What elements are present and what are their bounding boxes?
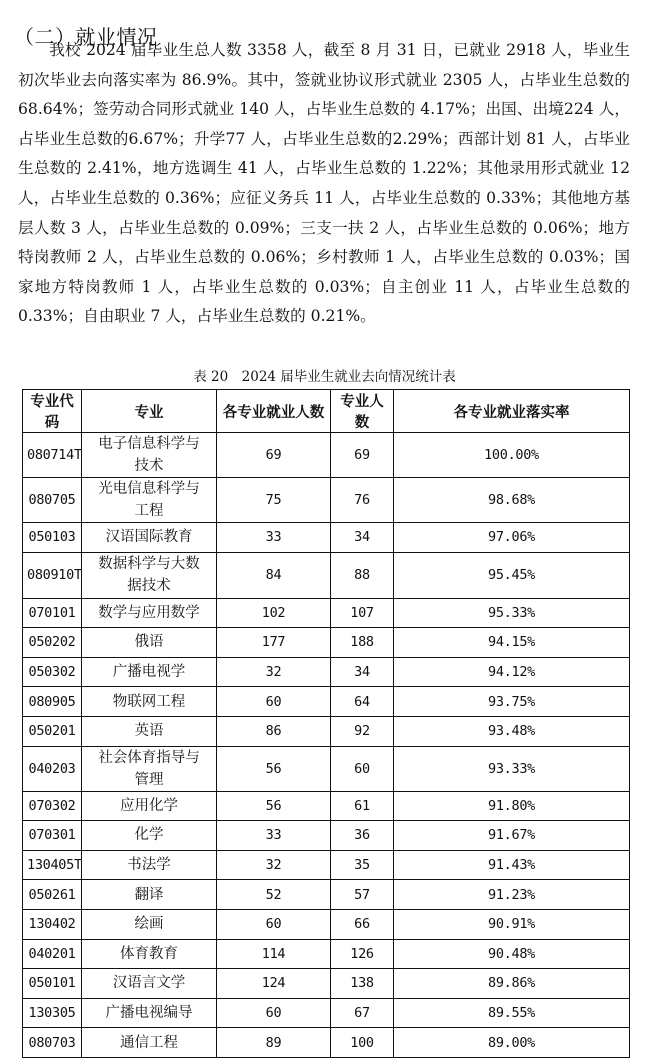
major-total-cell: 34 (331, 523, 394, 553)
major-name-cell: 通信工程 (82, 1028, 217, 1058)
table-row (23, 939, 630, 969)
employed-count-cell: 60 (217, 998, 331, 1028)
major-total-cell: 100 (331, 1028, 394, 1058)
table-row (23, 1028, 630, 1058)
major-name-cell: 翻译 (82, 880, 217, 910)
header-major: 专业 (82, 390, 217, 433)
employed-count-cell: 69 (217, 433, 331, 478)
major-code-cell: 080714T (23, 433, 82, 478)
major-name-cell: 物联网工程 (82, 687, 217, 717)
employment-rate-cell: 93.48% (394, 716, 630, 746)
table-row (23, 909, 630, 939)
major-total-cell: 126 (331, 939, 394, 969)
header-employment-rate: 各专业就业落实率 (394, 390, 630, 433)
major-total-cell: 69 (331, 433, 394, 478)
major-code-cell: 050103 (23, 523, 82, 553)
major-name-cell: 汉语言文学 (82, 969, 217, 999)
employed-count-cell: 86 (217, 716, 331, 746)
employment-rate-cell: 95.33% (394, 598, 630, 628)
major-total-cell: 35 (331, 850, 394, 880)
table-row (23, 969, 630, 999)
major-name-cell: 数学与应用数学 (82, 598, 217, 628)
table-row (23, 657, 630, 687)
employed-count-cell: 32 (217, 657, 331, 687)
employment-rate-cell: 91.43% (394, 850, 630, 880)
employment-rate-cell: 93.33% (394, 746, 630, 791)
major-name-cell: 体育教育 (82, 939, 217, 969)
employed-count-cell: 33 (217, 523, 331, 553)
major-code-cell: 070302 (23, 791, 82, 821)
major-total-cell: 66 (331, 909, 394, 939)
major-code-cell: 070101 (23, 598, 82, 628)
employed-count-cell: 84 (217, 552, 331, 598)
employed-count-cell: 32 (217, 850, 331, 880)
employed-count-cell: 102 (217, 598, 331, 628)
major-name-cell: 俄语 (82, 628, 217, 658)
employment-rate-cell: 97.06% (394, 523, 630, 553)
header-major-total: 专业人数 (331, 390, 394, 433)
major-code-cell: 080703 (23, 1028, 82, 1058)
table-row (23, 821, 630, 851)
employment-rate-cell: 90.91% (394, 909, 630, 939)
major-total-cell: 76 (331, 478, 394, 523)
table-row (23, 433, 630, 478)
employment-summary-paragraph: 我校 2024 届毕业生总人数 3358 人，截至 8 月 31 日，已就业 2918 人，毕业生初次毕业去向落实率为 86.9%。其中，签就业协议形式就业 2305 人，占毕业生总数的 68.64%；签劳动合同形式就业 140 人，占毕业生总数的 4.17%；出国、出境224 人，占毕业生总数的6.67%；升学77 人，占毕业生总数的2.29%；西部计划 81 人，占毕业生总数的 2.41%，地方选调生 41 人，占毕业生总数的 1.22%；其他录用形式就业 12 人，占毕业生总数的 0.36%；应征义务兵 11 人，占毕业生总数的 0.33%；其他地方基层人数 3 人，占毕业生总数的 0.09%；三支一扶 2 人，占毕业生总数的 0.06%；地方特岗教师 2 人，占毕业生总数的 0.06%；乡村教师 1 人，占毕业生总数的 0.03%；国家地方特岗教师 1 人，占毕业生总数的 0.03%；自主创业 11 人，占毕业生总数的 0.33%；自由职业 7 人，占毕业生总数的 0.21%。 (18, 41, 630, 326)
major-name-cell: 化学 (82, 821, 217, 851)
employment-rate-cell: 91.23% (394, 880, 630, 910)
major-code-cell: 080905 (23, 687, 82, 717)
header-major-code: 专业代码 (23, 390, 82, 433)
employment-stats-table (22, 389, 630, 1058)
major-code-cell: 070301 (23, 821, 82, 851)
table-row (23, 523, 630, 553)
employment-rate-cell: 89.00% (394, 1028, 630, 1058)
employment-rate-cell: 100.00% (394, 433, 630, 478)
major-total-cell: 61 (331, 791, 394, 821)
table-row (23, 628, 630, 658)
table-row (23, 850, 630, 880)
employed-count-cell: 52 (217, 880, 331, 910)
major-name-cell: 绘画 (82, 909, 217, 939)
table-row (23, 791, 630, 821)
table-row (23, 478, 630, 523)
major-code-cell: 130305 (23, 998, 82, 1028)
major-total-cell: 188 (331, 628, 394, 658)
employment-rate-cell: 90.48% (394, 939, 630, 969)
employment-rate-cell: 94.12% (394, 657, 630, 687)
major-name-cell: 数据科学与大数据技术 (82, 552, 217, 598)
major-total-cell: 67 (331, 998, 394, 1028)
table-body (23, 433, 630, 1058)
employment-rate-cell: 98.68% (394, 478, 630, 523)
employment-rate-cell: 91.67% (394, 821, 630, 851)
table-header-row (23, 390, 630, 433)
major-code-cell: 040203 (23, 746, 82, 791)
employed-count-cell: 56 (217, 791, 331, 821)
major-name-cell: 英语 (82, 716, 217, 746)
table-row (23, 880, 630, 910)
major-name-cell: 光电信息科学与工程 (82, 478, 217, 523)
table-row (23, 746, 630, 791)
employed-count-cell: 89 (217, 1028, 331, 1058)
major-code-cell: 130405T (23, 850, 82, 880)
section-heading: （二）就业情况 (14, 24, 158, 49)
employed-count-cell: 114 (217, 939, 331, 969)
major-name-cell: 应用化学 (82, 791, 217, 821)
major-name-cell: 广播电视编导 (82, 998, 217, 1028)
major-code-cell: 050101 (23, 969, 82, 999)
major-total-cell: 88 (331, 552, 394, 598)
major-code-cell: 080910T (23, 552, 82, 598)
employed-count-cell: 56 (217, 746, 331, 791)
major-name-cell: 广播电视学 (82, 657, 217, 687)
table-row (23, 998, 630, 1028)
major-name-cell: 电子信息科学与技术 (82, 433, 217, 478)
major-code-cell: 040201 (23, 939, 82, 969)
employment-rate-cell: 95.45% (394, 552, 630, 598)
table-row (23, 598, 630, 628)
table-row (23, 552, 630, 598)
employed-count-cell: 33 (217, 821, 331, 851)
major-total-cell: 138 (331, 969, 394, 999)
employment-rate-cell: 89.55% (394, 998, 630, 1028)
major-code-cell: 080705 (23, 478, 82, 523)
table-row (23, 716, 630, 746)
employed-count-cell: 75 (217, 478, 331, 523)
employment-rate-cell: 94.15% (394, 628, 630, 658)
employment-rate-cell: 93.75% (394, 687, 630, 717)
table-caption: 表 20 2024 届毕业生就业去向情况统计表 (193, 369, 456, 385)
major-code-cell: 050201 (23, 716, 82, 746)
major-total-cell: 107 (331, 598, 394, 628)
major-code-cell: 050202 (23, 628, 82, 658)
major-name-cell: 书法学 (82, 850, 217, 880)
employment-rate-cell: 89.86% (394, 969, 630, 999)
employed-count-cell: 60 (217, 687, 331, 717)
header-employed-count: 各专业就业人数 (217, 390, 331, 433)
major-total-cell: 60 (331, 746, 394, 791)
major-name-cell: 汉语国际教育 (82, 523, 217, 553)
major-code-cell: 050261 (23, 880, 82, 910)
major-code-cell: 130402 (23, 909, 82, 939)
major-total-cell: 36 (331, 821, 394, 851)
major-code-cell: 050302 (23, 657, 82, 687)
table-row (23, 687, 630, 717)
major-total-cell: 57 (331, 880, 394, 910)
employed-count-cell: 60 (217, 909, 331, 939)
employed-count-cell: 177 (217, 628, 331, 658)
major-total-cell: 34 (331, 657, 394, 687)
major-name-cell: 社会体育指导与管理 (82, 746, 217, 791)
major-total-cell: 64 (331, 687, 394, 717)
major-total-cell: 92 (331, 716, 394, 746)
employed-count-cell: 124 (217, 969, 331, 999)
employment-rate-cell: 91.80% (394, 791, 630, 821)
